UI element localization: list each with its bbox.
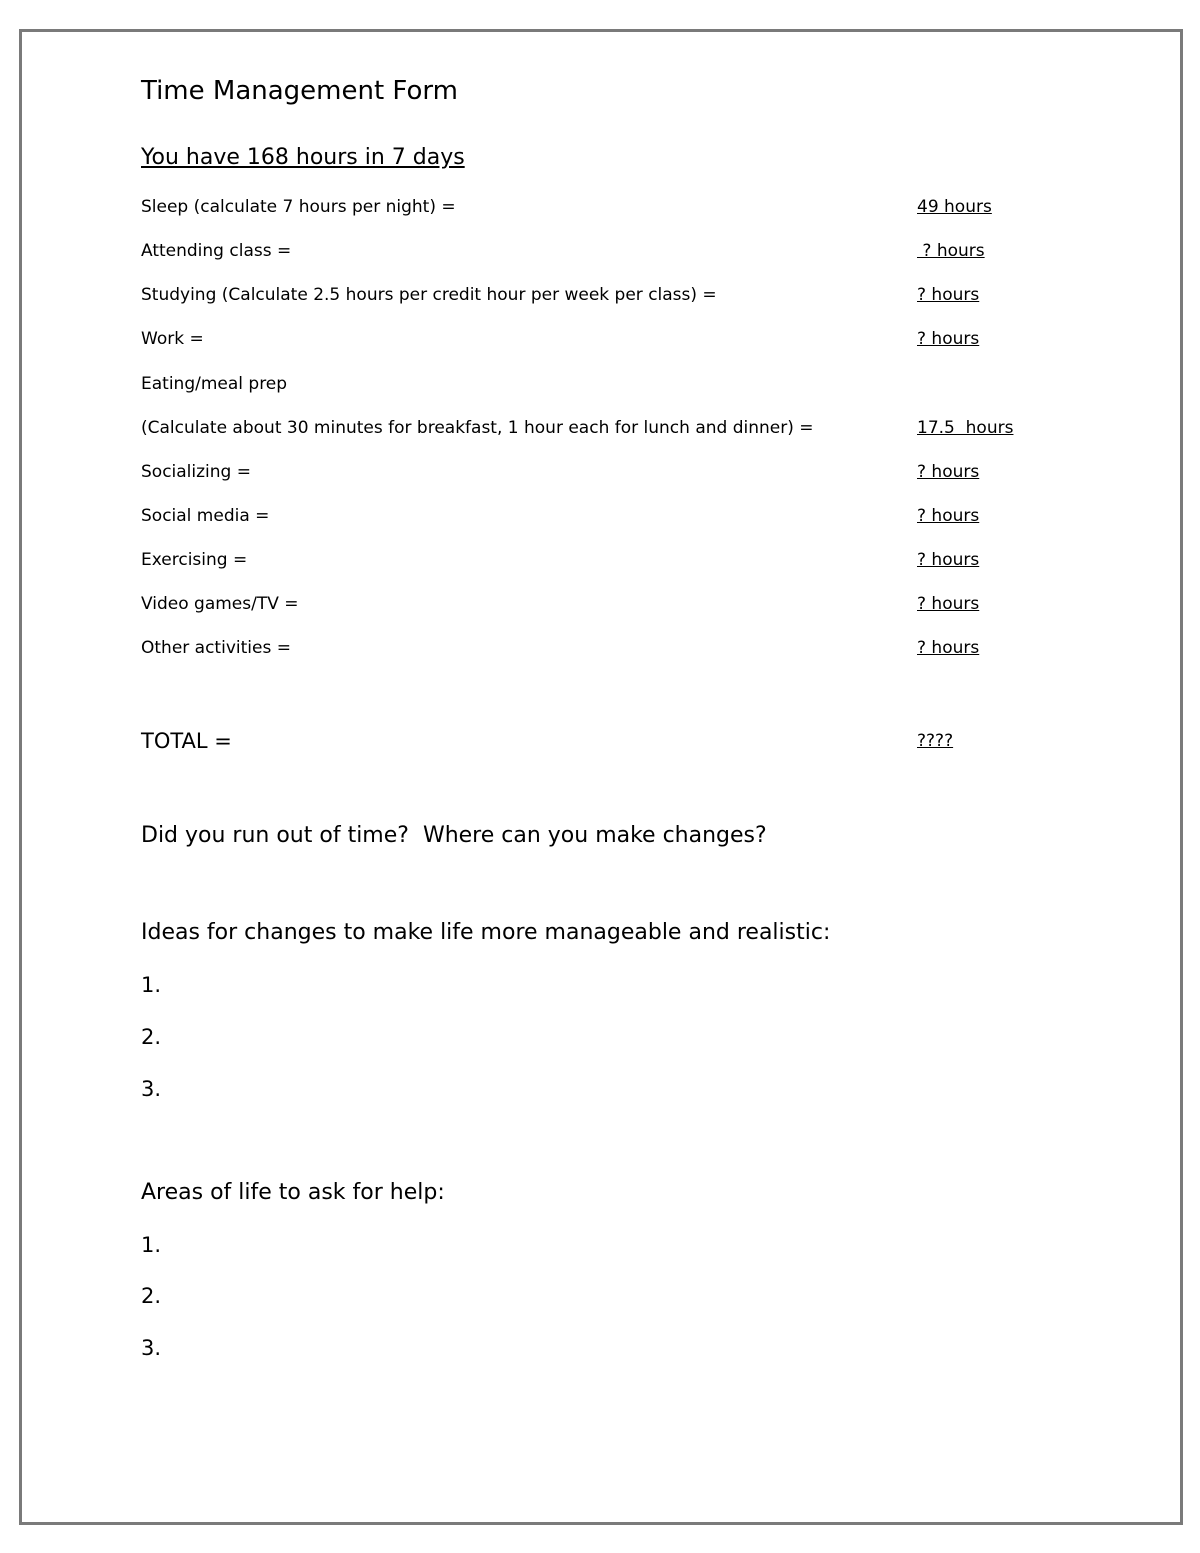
question-text: Did you run out of time? Where can you make changes?	[141, 823, 767, 848]
row-label-work: Work =	[141, 329, 204, 349]
row-label-attending-class: Attending class =	[141, 241, 292, 261]
row-value-video-games: ? hours	[917, 594, 980, 614]
row-value-sleep: 49 hours	[917, 197, 992, 217]
ideas-heading: Ideas for changes to make life more manageable and realistic:	[141, 920, 831, 945]
help-item-1: 1.	[141, 1233, 162, 1257]
row-label-socializing: Socializing =	[141, 462, 251, 482]
row-label-eating: Eating/meal prep	[141, 374, 288, 394]
row-value-work: ? hours	[917, 329, 980, 349]
row-value-attending-class: ? hours	[917, 241, 985, 261]
row-label-sleep: Sleep (calculate 7 hours per night) =	[141, 197, 456, 217]
row-label-eating-calc: (Calculate about 30 minutes for breakfast, 1 hour each for lunch and dinner) =	[141, 418, 814, 438]
row-label-social-media: Social media =	[141, 506, 270, 526]
row-label-exercising: Exercising =	[141, 550, 248, 570]
ideas-item-2: 2.	[141, 1025, 162, 1049]
row-value-socializing: ? hours	[917, 462, 980, 482]
row-label-video-games: Video games/TV =	[141, 594, 299, 614]
help-item-3: 3.	[141, 1336, 162, 1360]
row-value-eating: 17.5 hours	[917, 418, 1014, 438]
row-label-studying: Studying (Calculate 2.5 hours per credit hour per week per class) =	[141, 285, 717, 305]
row-label-other-activities: Other activities =	[141, 638, 291, 658]
total-label: TOTAL =	[141, 729, 232, 753]
help-heading: Areas of life to ask for help:	[141, 1180, 445, 1205]
form-title: Time Management Form	[141, 76, 458, 106]
help-item-2: 2.	[141, 1284, 162, 1308]
row-value-social-media: ? hours	[917, 506, 980, 526]
ideas-item-1: 1.	[141, 973, 162, 997]
total-value: ????	[917, 731, 954, 751]
row-value-other-activities: ? hours	[917, 638, 980, 658]
row-value-studying: ? hours	[917, 285, 980, 305]
form-subtitle: You have 168 hours in 7 days	[141, 145, 465, 170]
row-value-exercising: ? hours	[917, 550, 980, 570]
ideas-item-3: 3.	[141, 1077, 162, 1101]
